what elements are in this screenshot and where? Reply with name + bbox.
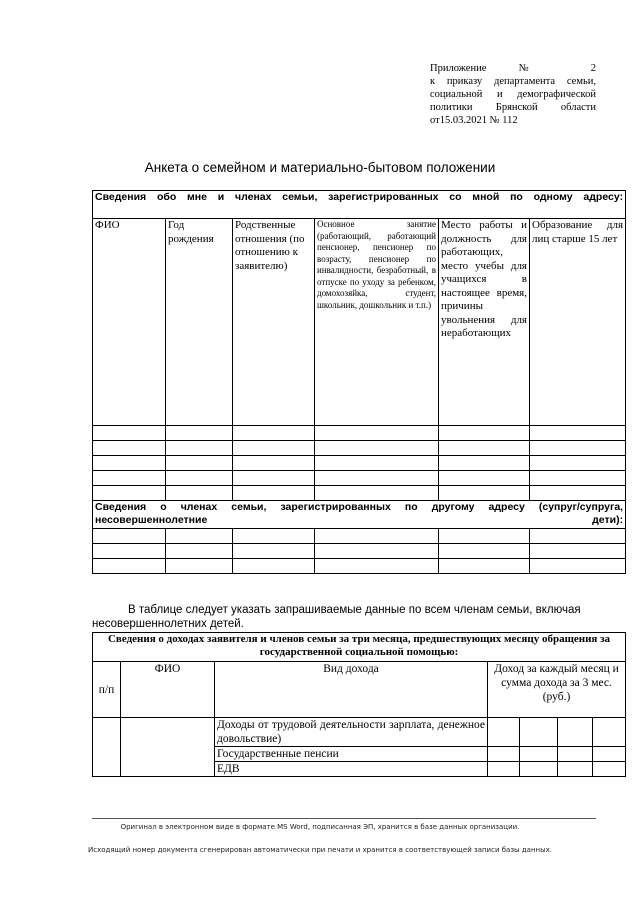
table-row[interactable] xyxy=(93,471,626,486)
instruction-paragraph: В таблице следует указать запрашиваемые данные по всем членам семьи, включая несовершеннолетних детей. xyxy=(92,604,581,630)
col-occupation: Основное занятие (работающий, работающий пенсионер, пенсионер по возрасту, пенсионер по инвалидности, безработный, в отпуске по уходу за ребенком, домохозяйка, студент, школьник, дошкольник и т.п.) xyxy=(315,219,439,426)
income-type-cell: Доходы от трудовой деятельности зарплата, денежное довольствие) xyxy=(215,718,488,747)
appendix-line: Приложение № 2 xyxy=(430,63,596,74)
family-members-table xyxy=(92,190,626,574)
income-table xyxy=(92,632,626,777)
form-title: Анкета о семейном и материально-бытовом положении xyxy=(144,160,496,175)
table-row[interactable] xyxy=(93,559,626,574)
col-fio: ФИО xyxy=(93,219,166,426)
col-fio: ФИО xyxy=(121,662,215,718)
appendix-line: социальной и демографической xyxy=(430,89,596,100)
table-row[interactable] xyxy=(93,486,626,501)
table-row[interactable] xyxy=(93,529,626,544)
table-row[interactable] xyxy=(93,456,626,471)
table-row[interactable] xyxy=(93,426,626,441)
col-income-type: Вид дохода xyxy=(215,662,488,718)
appendix-line: политики Брянской области xyxy=(430,102,596,113)
footer-divider xyxy=(92,818,596,819)
col-birth-year: Год рождения xyxy=(166,219,233,426)
col-amount: Доход за каждый месяц и сумма дохода за 3 мес. (руб.) xyxy=(488,662,626,718)
income-type-cell: ЕДВ xyxy=(215,762,488,777)
table-row[interactable] xyxy=(93,441,626,456)
appendix-line: к приказу департамента семьи, xyxy=(430,76,596,87)
table-row[interactable] xyxy=(93,718,626,747)
table-row[interactable] xyxy=(93,544,626,559)
col-num: п/п xyxy=(93,662,121,718)
col-workplace: Место работы и должность для работающих, место учебы для учащихся в настоящее время, причины увольнения для неработающих xyxy=(439,219,530,426)
table2-heading: Сведения о доходах заявителя и членов семьи за три месяца, предшествующих месяцу обращения за государственной социальной помощью: xyxy=(93,633,626,662)
appendix-block xyxy=(430,62,596,127)
footer-line-1: Оригинал в электронном виде в формате MS Word, подписанная ЭП, хранится в базе данных организации. xyxy=(120,823,520,831)
col-relation: Родственные отношения (по отношению к заявителю) xyxy=(233,219,315,426)
appendix-line: от15.03.2021 № 112 xyxy=(430,115,518,126)
table1-other-address-heading: Сведения о членах семьи, зарегистрированных по другому адресу (супруг/супруга, несовершеннолетние дети): xyxy=(93,501,626,529)
footer-line-2: Исходящий номер документа сгенерирован автоматически при печати и хранится в соответствующей записи базы данных. xyxy=(88,846,552,854)
col-education: Образование для лиц старше 15 лет xyxy=(530,219,626,426)
table1-heading: Сведения обо мне и членах семьи, зарегистрированных со мной по одному адресу: xyxy=(93,191,626,219)
income-type-cell: Государственные пенсии xyxy=(215,747,488,762)
